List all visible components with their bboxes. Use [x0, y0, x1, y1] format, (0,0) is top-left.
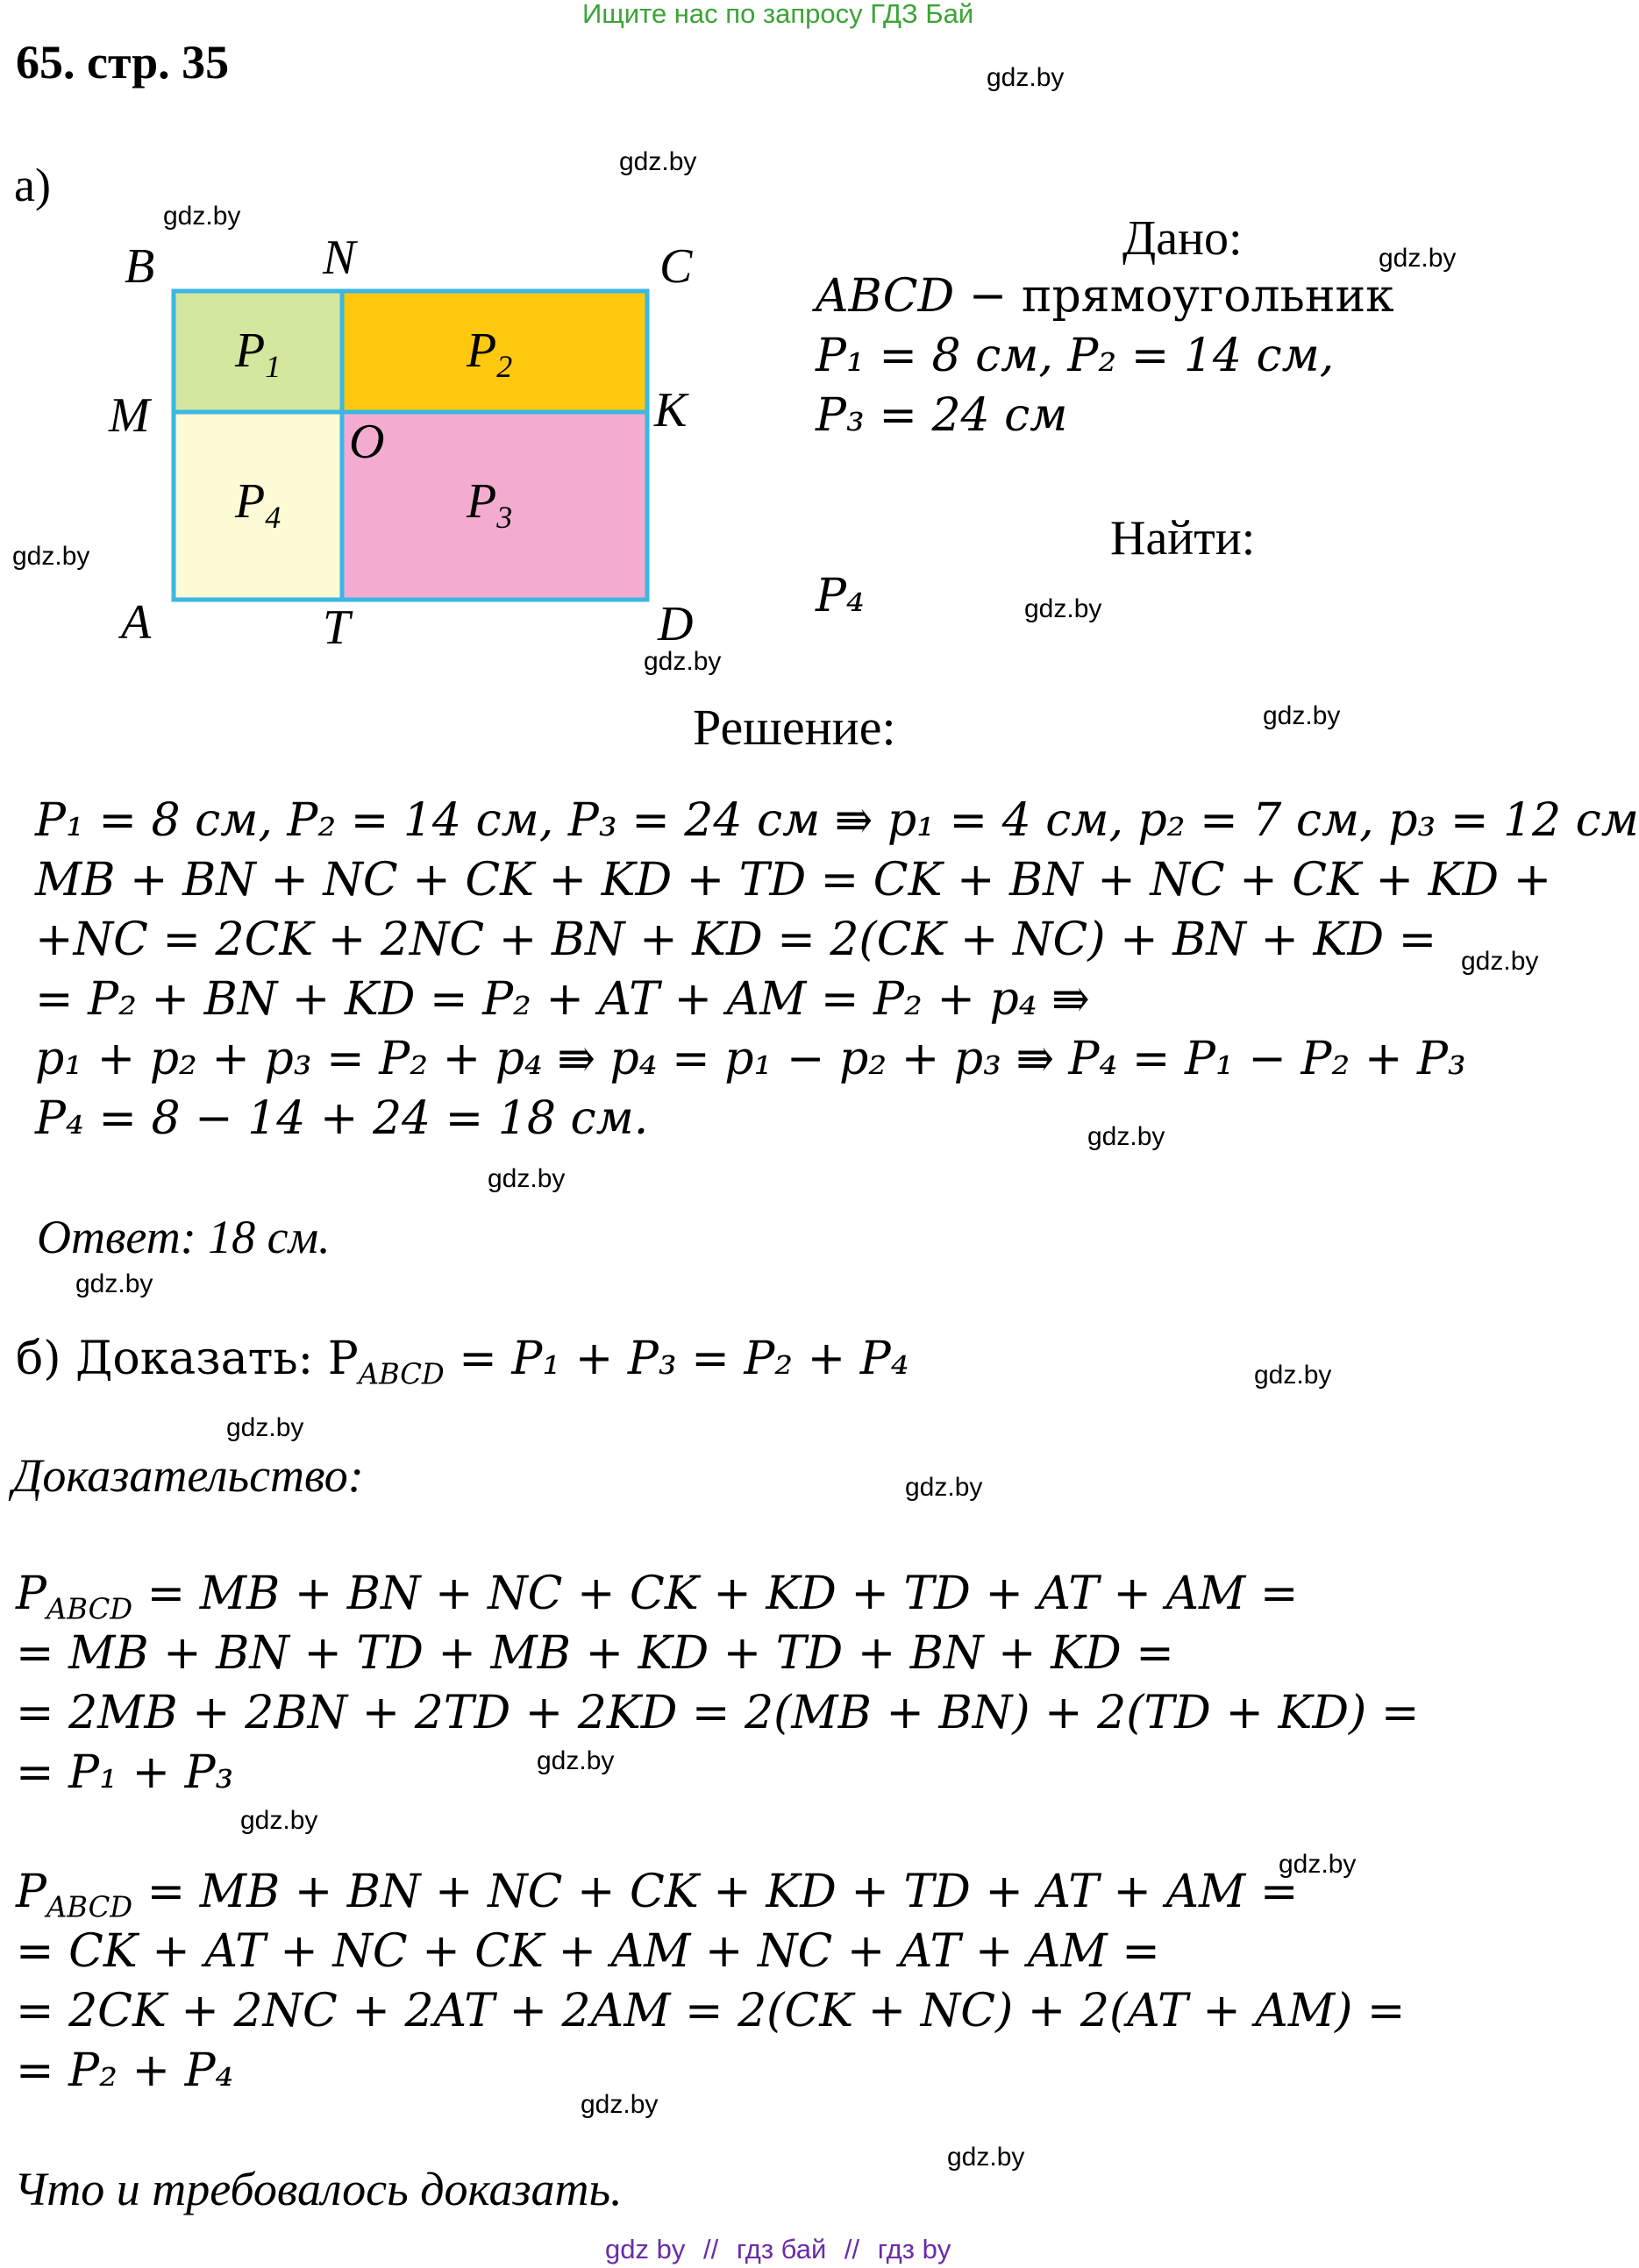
watermark: gdz.by	[12, 542, 90, 571]
solution-line: P₄ = 8 − 14 + 24 = 18 см.	[35, 1092, 649, 1145]
solution-line: P₁ = 8 см, P₂ = 14 см, P₃ = 24 см ⇛ p₁ = 4 см, p₂ = 7 см, p₃ = 12 см	[35, 794, 1639, 847]
rectangle-figure	[105, 219, 807, 655]
vertex-label-b: B	[125, 239, 155, 294]
vertex-label-t: T	[323, 601, 351, 655]
vertex-label-d: D	[658, 597, 694, 651]
cell-label-p3: $P_3$	[467, 474, 513, 535]
watermark: gdz.by	[537, 1746, 615, 1775]
vertex-label-m: M	[109, 388, 150, 443]
watermark: gdz.by	[1024, 594, 1102, 623]
footer-link-gdz-by[interactable]: gdz by	[605, 2234, 686, 2264]
watermark: gdz.by	[1461, 947, 1539, 976]
footer-link-gdz-by-ru[interactable]: гдз by	[877, 2234, 951, 2264]
watermark: gdz.by	[1279, 1850, 1357, 1879]
vertex-label-o: O	[349, 415, 385, 469]
solution-line: = P₂ + BN + KD = P₂ + AT + AM = P₂ + p₄ ⇛	[35, 973, 1090, 1026]
answer: Ответ: 18 см.	[37, 1211, 331, 1263]
footer-links	[605, 2234, 951, 2265]
watermark: gdz.by	[488, 1164, 566, 1193]
part-b-title: б) Доказать: $P_{ABCD} = P_1 + P_3 = P_2 + P_4$	[16, 1333, 909, 1391]
conclusion: Что и требовалось доказать.	[14, 2163, 623, 2215]
proof-block-2-line: = CK + AT + NC + CK + AM + NC + AT + AM =	[16, 1925, 1160, 1978]
footer-separator: //	[844, 2234, 860, 2264]
proof-block-1-line: $P_{ABCD}$ = MB + BN + NC + CK + KD + TD + AT + AM =	[16, 1568, 1299, 1626]
proof-block-2-line: $P_{ABCD}$ = MB + BN + NC + CK + KD + TD + AT + AM =	[16, 1866, 1299, 1924]
watermark: gdz.by	[1379, 244, 1457, 273]
vertex-label-c: C	[659, 239, 693, 294]
proof-heading: Доказательство:	[12, 1449, 364, 1502]
given-line-1: ABCD − прямоугольник	[816, 270, 1394, 323]
footer-link-gdz-bai[interactable]: гдз бай	[736, 2234, 827, 2264]
footer-separator: //	[702, 2234, 719, 2264]
given-line-2: P₁ = 8 см, P₂ = 14 см,	[816, 330, 1335, 382]
task-title: 65. стр. 35	[16, 36, 230, 89]
watermark: gdz.by	[1263, 701, 1341, 730]
watermark: gdz.by	[1254, 1361, 1332, 1390]
watermark: gdz.by	[163, 202, 241, 231]
vertex-label-n: N	[323, 231, 356, 285]
proof-block-1-line: = 2MB + 2BN + 2TD + 2KD = 2(MB + BN) + 2(TD + KD) =	[16, 1687, 1420, 1739]
solution-heading: Решение:	[693, 699, 896, 756]
watermark: gdz.by	[75, 1269, 153, 1298]
proof-block-2-line: = P₂ + P₄	[16, 2044, 234, 2097]
cell-label-p2: $P_2$	[467, 323, 513, 384]
given-line-3: P₃ = 24 см	[816, 389, 1068, 442]
find-heading: Найти:	[1110, 511, 1256, 565]
cell-label-p4: $P_4$	[235, 474, 281, 535]
solution-line: +NC = 2CK + 2NC + BN + KD = 2(CK + NC) + BN + KD =	[35, 914, 1437, 966]
proof-block-1-line: = MB + BN + TD + MB + KD + TD + BN + KD =	[16, 1627, 1174, 1680]
watermark: gdz.by	[619, 147, 697, 176]
top-search-link[interactable]: Ищите нас по запросу ГДЗ Бай	[582, 0, 974, 29]
solution-line: p₁ + p₂ + p₃ = P₂ + p₄ ⇛ p₄ = p₁ − p₂ + p₃ ⇛ P₄ = P₁ − P₂ + P₃	[35, 1033, 1466, 1085]
watermark: gdz.by	[905, 1473, 983, 1502]
watermark: gdz.by	[1087, 1122, 1165, 1151]
find-value: P₄	[816, 570, 865, 622]
proof-block-2-line: = 2CK + 2NC + 2AT + 2AM = 2(CK + NC) + 2(AT + AM) =	[16, 1985, 1406, 2037]
watermark: gdz.by	[947, 2143, 1025, 2172]
cell-label-p1: $P_1$	[235, 323, 281, 384]
watermark: gdz.by	[644, 647, 722, 676]
given-heading: Дано:	[1122, 211, 1243, 266]
watermark: gdz.by	[987, 63, 1065, 92]
vertex-label-a: A	[121, 595, 152, 650]
solution-line: MB + BN + NC + CK + KD + TD = CK + BN + NC + CK + KD +	[35, 854, 1552, 906]
watermark: gdz.by	[226, 1413, 304, 1442]
vertex-label-k: K	[654, 383, 688, 437]
watermark: gdz.by	[581, 2090, 659, 2119]
part-a-label: а)	[14, 159, 51, 211]
watermark: gdz.by	[240, 1806, 318, 1835]
proof-block-1-line: = P₁ + P₃	[16, 1746, 234, 1799]
